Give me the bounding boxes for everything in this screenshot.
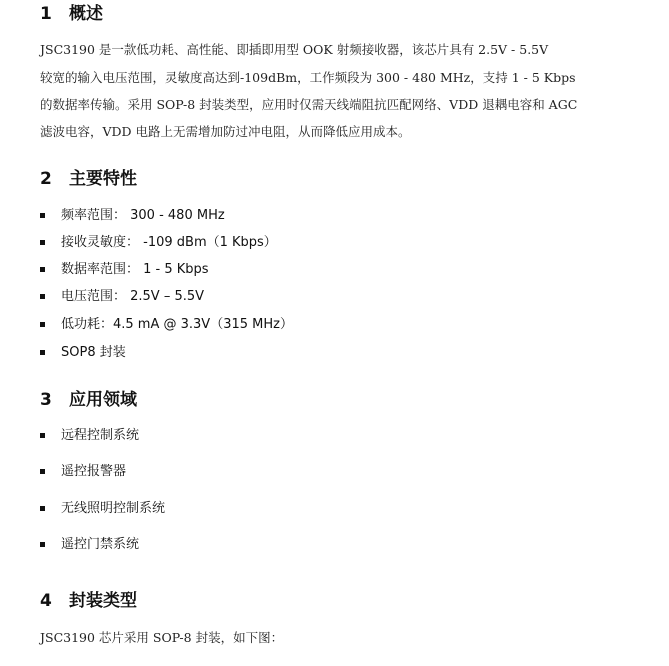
- section-2-heading: [40, 168, 137, 190]
- package-description: JSC3190 芯片采用 SOP-8 封装，如下图：: [40, 630, 284, 645]
- application-text: 遥控门禁系统: [61, 537, 140, 552]
- bullet-icon: [40, 267, 45, 272]
- section-title: 封装类型: [69, 591, 137, 611]
- overview-line-1: JSC3190 是一款低功耗、高性能、即插即用型 OOK 射频接收器，该芯片具有 2.5V - 5.5V: [40, 42, 549, 57]
- overview-line-3: 的数据率传输。采用 SOP-8 封装类型，应用时仅需天线端阻抗匹配网络、VDD 退耦电容和 AGC: [40, 97, 578, 112]
- section-number: 3: [40, 390, 52, 410]
- section-number: 4: [40, 591, 52, 611]
- feature-text: 接收灵敏度： -109 dBm（1 Kbps）: [61, 235, 277, 250]
- bullet-icon: [40, 433, 45, 438]
- section-title: 概述: [69, 4, 103, 24]
- feature-text: SOP8 封装: [61, 345, 126, 360]
- application-text: 远程控制系统: [61, 428, 140, 443]
- section-number: 2: [40, 169, 52, 189]
- bullet-icon: [40, 213, 45, 218]
- feature-text: 电压范围： 2.5V – 5.5V: [61, 289, 205, 304]
- overview-line-2: 较宽的输入电压范围，灵敏度高达到-109dBm，工作频段为 300 - 480 MHz，支持 1 - 5 Kbps: [40, 70, 576, 85]
- bullet-icon: [40, 542, 45, 547]
- section-1-heading: [40, 3, 103, 25]
- section-4-heading: [40, 590, 137, 612]
- section-number: 1: [40, 4, 52, 24]
- bullet-icon: [40, 350, 45, 355]
- bullet-icon: [40, 469, 45, 474]
- feature-text: 频率范围： 300 - 480 MHz: [61, 208, 225, 223]
- overview-line-4: 滤波电容，VDD 电路上无需增加防过冲电阻，从而降低应用成本。: [40, 124, 411, 139]
- bullet-icon: [40, 322, 45, 327]
- bullet-icon: [40, 240, 45, 245]
- bullet-icon: [40, 506, 45, 511]
- application-text: 无线照明控制系统: [61, 501, 166, 516]
- section-3-heading: [40, 389, 137, 411]
- bullet-icon: [40, 294, 45, 299]
- feature-text: 低功耗：4.5 mA @ 3.3V（315 MHz）: [61, 317, 293, 332]
- application-text: 遥控报警器: [61, 464, 127, 479]
- section-title: 主要特性: [69, 169, 137, 189]
- feature-text: 数据率范围： 1 - 5 Kbps: [61, 262, 209, 277]
- section-title: 应用领域: [69, 390, 137, 410]
